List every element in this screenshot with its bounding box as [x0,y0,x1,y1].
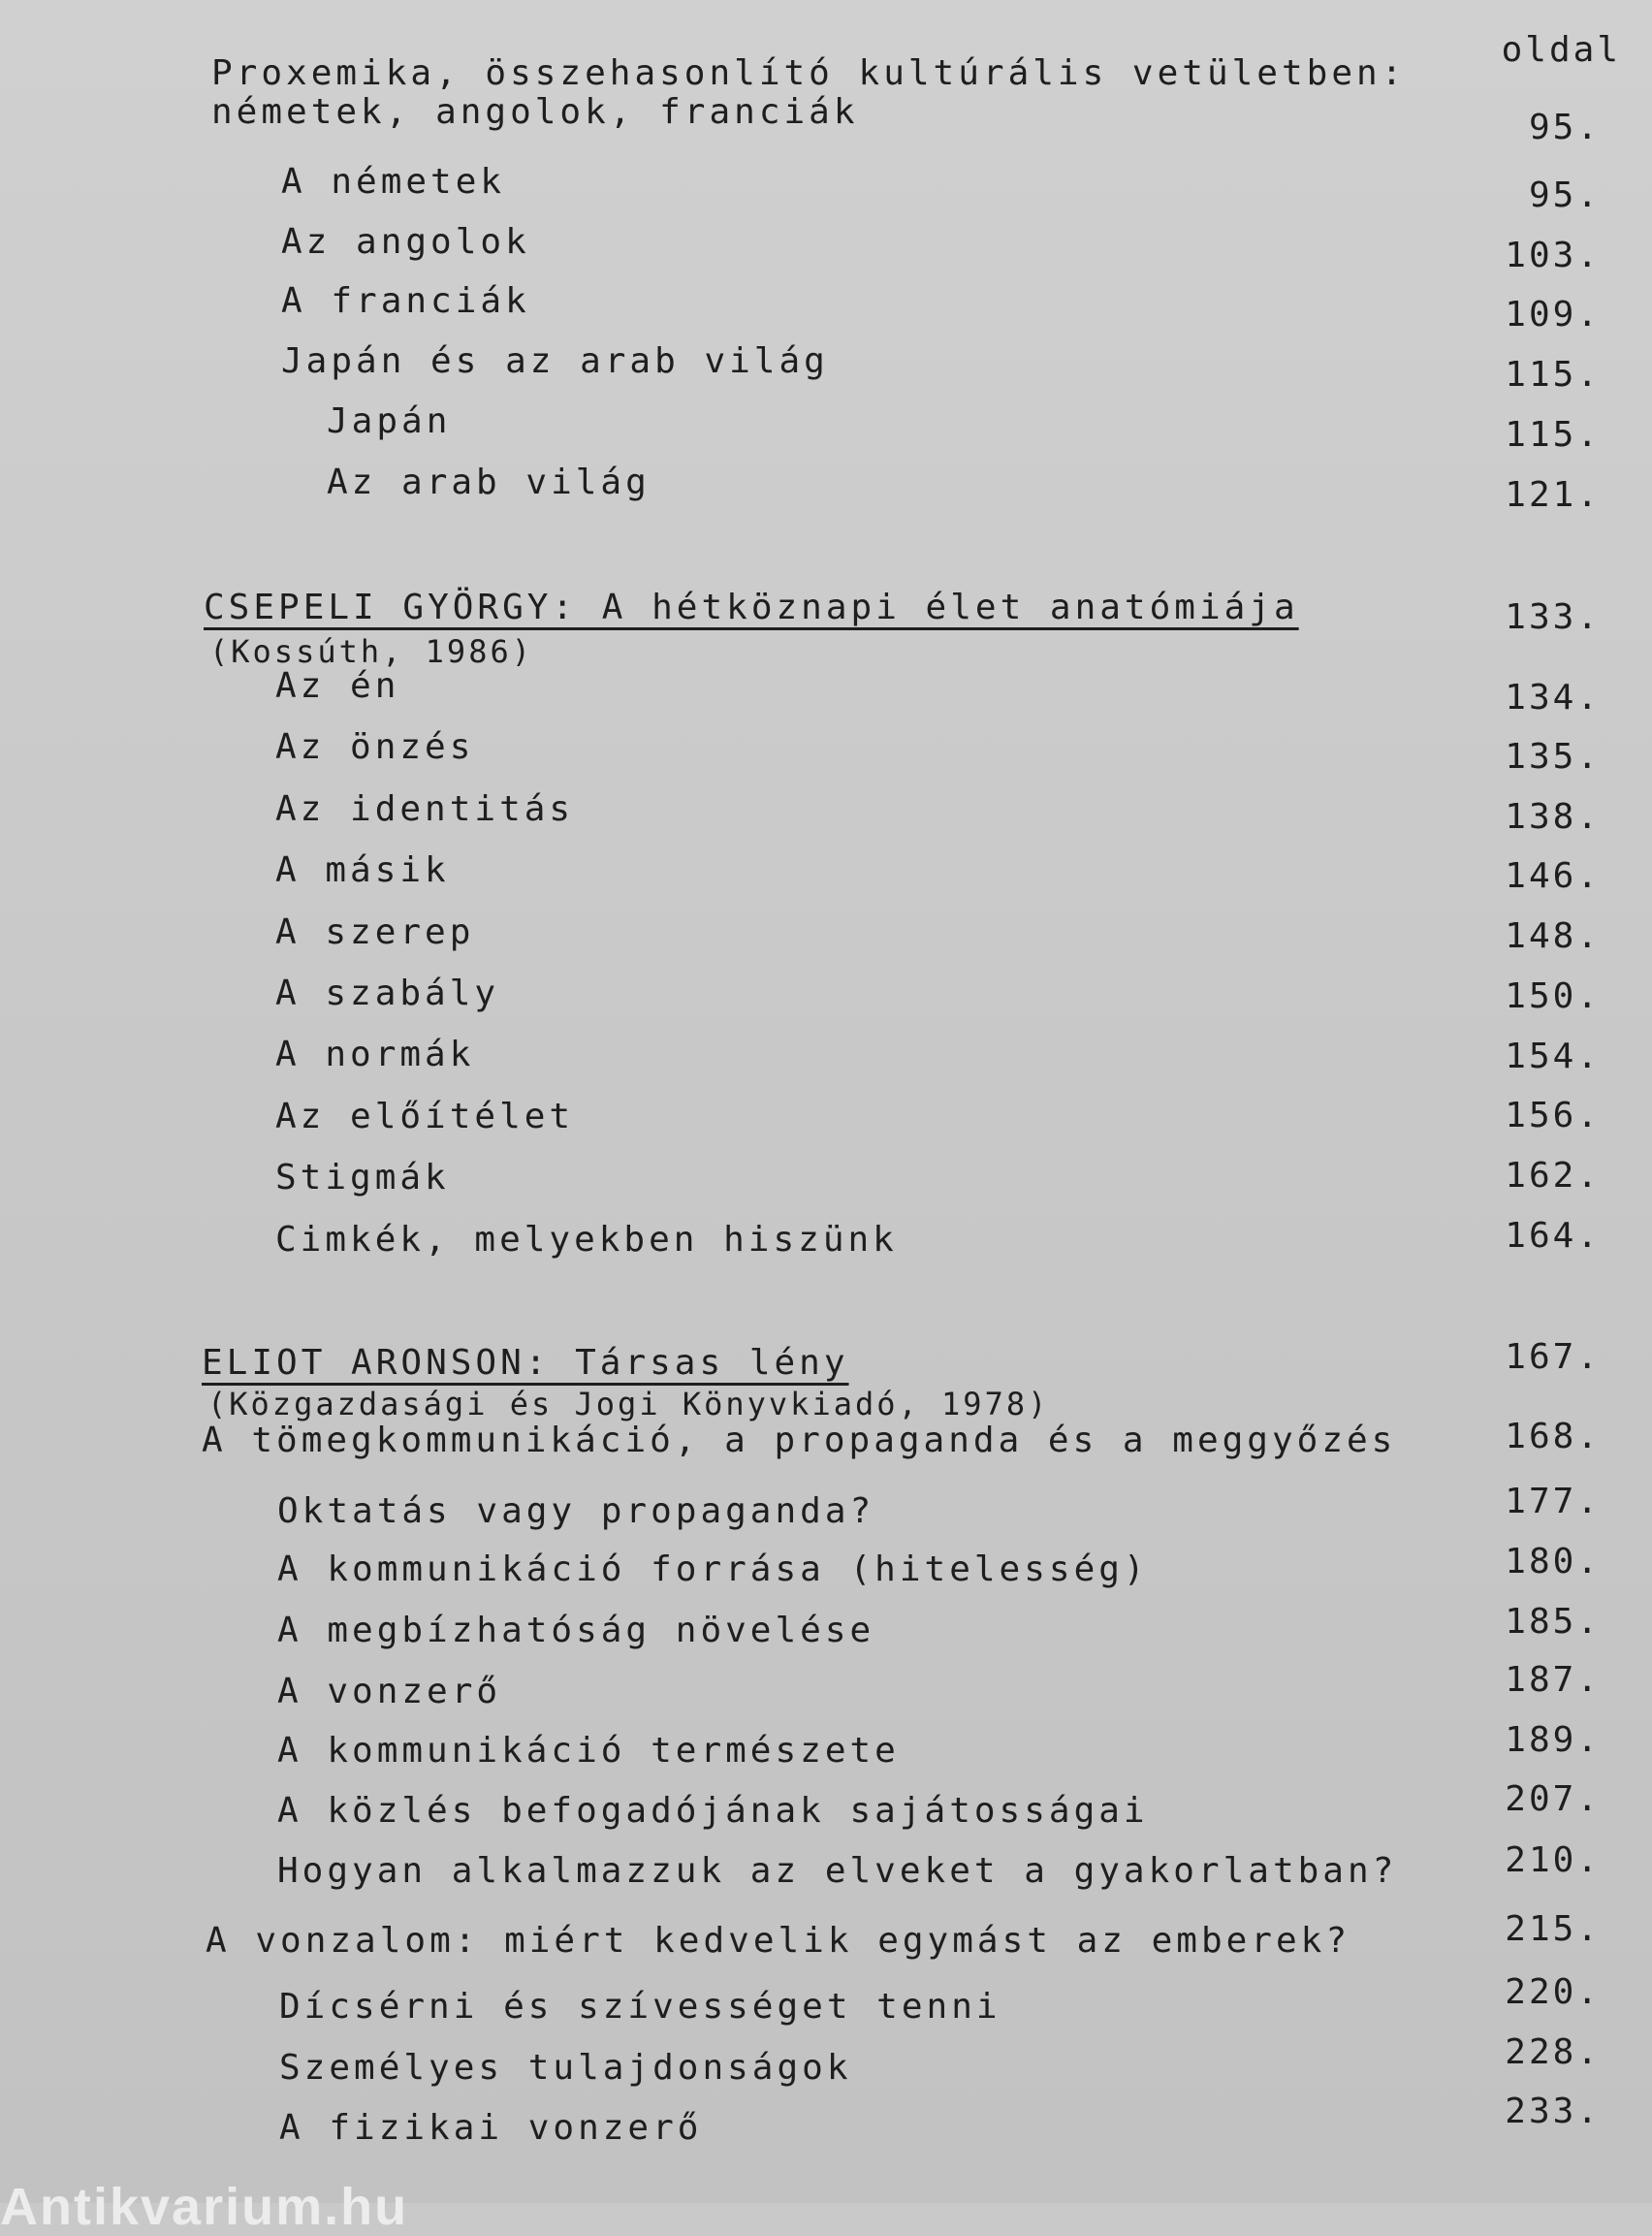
page-column-header: oldal [1501,30,1621,70]
toc-entry-page: 233. [1505,2092,1601,2131]
toc-entry-title: A kommunikáció természete [277,1731,900,1771]
toc-entry-title: A közlés befogadójának sajátosságai [277,1791,1149,1831]
toc-entry-page: 162. [1505,1156,1601,1196]
toc-entry-title: A németek [281,162,506,202]
toc-entry-title: Hogyan alkalmazzuk az elveket a gyakorlatban? [277,1851,1398,1891]
toc-entry-page: 138. [1505,797,1601,837]
toc-entry-page: 135. [1505,737,1601,777]
toc-entry-page: 210. [1505,1840,1601,1880]
toc-entry-title: A franciák [281,281,530,321]
toc-entry-page: 189. [1505,1720,1601,1760]
section-title: CSEPELI GYÖRGY: A hétköznapi élet anatómiája [204,588,1299,627]
toc-entry-title: A szabály [275,974,500,1013]
toc-entry-page: 187. [1505,1660,1601,1700]
toc-entry-title: Az előítélet [275,1097,575,1136]
toc-entry-title: Cimkék, melyekben hiszünk [275,1220,898,1260]
toc-entry-page: 115. [1505,415,1601,455]
toc-entry-page: 207. [1505,1779,1601,1819]
toc-entry-title: Japán és az arab világ [281,341,829,381]
toc-entry-page: 180. [1505,1542,1601,1581]
chapter-title: A vonzalom: miért kedvelik egymást az emberek? [206,1921,1350,1961]
toc-entry-page: 133. [1505,597,1601,637]
toc-entry-page: 156. [1505,1096,1601,1135]
toc-entry-title: Az önzés [275,727,475,767]
toc-entry-title: Proxemika, összehasonlító kultúrális vetületben: [211,53,1407,93]
publisher-note: (Közgazdasági és Jogi Könyvkiadó, 1978) [207,1386,1050,1422]
toc-entry-title: Az arab világ [327,463,651,502]
toc-entry-page: 115. [1505,355,1601,395]
toc-entry-page: 109. [1505,295,1601,335]
toc-entry-title: Oktatás vagy propaganda? [277,1491,875,1531]
toc-entry-page: 146. [1505,856,1601,896]
toc-entry-title: Az identitás [275,789,575,829]
toc-entry-page: 164. [1505,1216,1601,1256]
toc-entry-page: 150. [1505,976,1601,1016]
toc-entry-title: A vonzerő [277,1672,502,1711]
toc-entry-page: 95. [1528,176,1601,215]
toc-entry-page: 121. [1505,475,1601,515]
toc-entry-page: 185. [1505,1602,1601,1642]
publisher-note: (Kossúth, 1986) [209,633,533,670]
toc-entry-title: Stigmák [275,1158,450,1198]
toc-entry-page: 154. [1505,1037,1601,1076]
toc-entry-title: A másik [275,850,450,890]
toc-entry-page: 220. [1505,1972,1601,2012]
watermark: Antikvarium.hu [0,2178,409,2236]
toc-entry-page: 167. [1505,1337,1601,1377]
toc-entry-title: A szerep [275,912,475,952]
toc-entry-title: A fizikai vonzerő [279,2108,703,2148]
chapter-title: A tömegkommunikáció, a propaganda és a meggyőzés [202,1421,1397,1460]
toc-entry-title: Dícsérni és szívességet tenni [279,1987,1001,2027]
toc-entry-page: 95. [1528,108,1601,147]
section-title: ELIOT ARONSON: Társas lény [202,1343,849,1383]
toc-entry-title: A normák [275,1035,475,1074]
toc-entry-title: Japán [327,401,452,441]
toc-entry-page: 168. [1505,1417,1601,1456]
toc-entry-page: 215. [1505,1909,1601,1949]
toc-entry-page: 228. [1505,2032,1601,2072]
toc-entry-title: németek, angolok, franciák [211,92,859,132]
toc-entry-title: Az én [275,666,400,706]
toc-entry-title: Személyes tulajdonságok [279,2048,852,2088]
toc-entry-title: Az angolok [281,222,530,262]
toc-entry-page: 103. [1505,236,1601,275]
toc-entry-page: 148. [1505,916,1601,956]
toc-entry-page: 134. [1505,678,1601,718]
toc-entry-title: A megbízhatóság növelése [277,1611,875,1650]
toc-entry-title: A kommunikáció forrása (hitelesség) [277,1549,1149,1589]
toc-entry-page: 177. [1505,1482,1601,1521]
